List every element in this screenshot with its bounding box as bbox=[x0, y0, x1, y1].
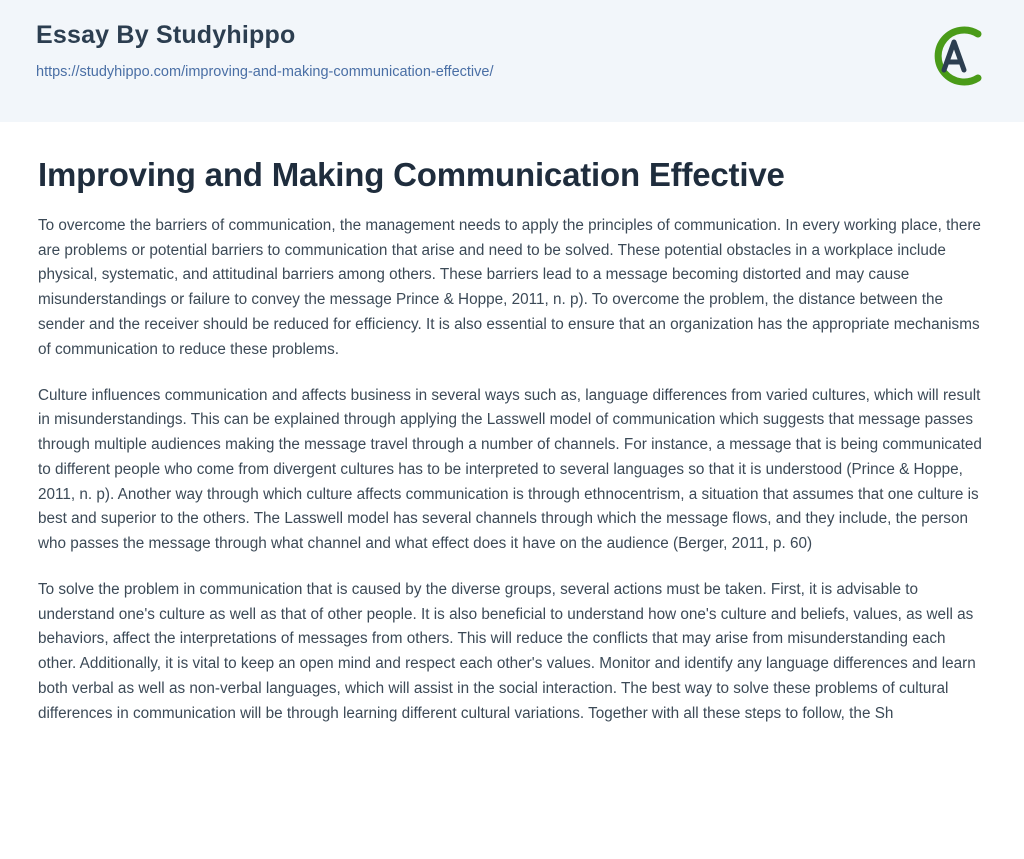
document-body bbox=[0, 122, 1024, 756]
source-url[interactable]: https://studyhippo.com/improving-and-making-communication-effective/ bbox=[36, 63, 494, 80]
site-title: Essay By Studyhippo bbox=[36, 21, 296, 49]
studyhippo-logo-icon bbox=[918, 20, 990, 92]
paragraph: Culture influences communication and affects business in several ways such as, language differences from varied cultures, which will result in misunderstandings. This can be explained through applying the Lasswell model of communication which suggests that message passes through multiple audiences making the message travel through a number of channels. For instance, a message that is being communicated to different people who come from divergent cultures has to be interpreted to several languages so that it is understood (Prince & Hoppe, 2011, n. p). Another way through which culture affects communication is through ethnocentrism, a situation that assumes that one culture is best and superior to the others. The Lasswell model has several channels through which the message flows, and they include, the person who passes the message through what channel and what effect does it have on the audience (Berger, 2011, p. 60) bbox=[38, 386, 982, 553]
page-title: Improving and Making Communication Effective bbox=[38, 156, 785, 193]
paragraph: To solve the problem in communication that is caused by the diverse groups, several actions must be taken. First, it is advisable to understand one's culture as well as that of other people. It is also beneficial to understand how one's culture and beliefs, values, as well as behaviors, affect the interpretations of messages from others. This will reduce the conflicts that may arise from misunderstanding each other. Additionally, it is vital to keep an open mind and respect each other's values. Monitor and identify any language differences and learn both verbal as well as non-verbal languages, which will assist in the social interaction. The best way to solve these problems of cultural differences in communication will be through learning different cultural variations. Together with all these steps to follow, the Sh bbox=[38, 580, 976, 722]
paragraph: To overcome the barriers of communication, the management needs to apply the principles of communication. In every working place, there are problems or potential barriers to communication that arise and need to be solved. These potential obstacles in a workplace include physical, systematic, and attitudinal barriers among others. These barriers lead to a message becoming distorted and may cause misunderstandings or failure to convey the message Prince & Hoppe, 2011, n. p). To overcome the problem, the distance between the sender and the receiver should be reduced for efficiency. It is also essential to ensure that an organization has the appropriate mechanisms of communication to reduce these problems. bbox=[38, 216, 981, 358]
page-header bbox=[0, 0, 1024, 122]
